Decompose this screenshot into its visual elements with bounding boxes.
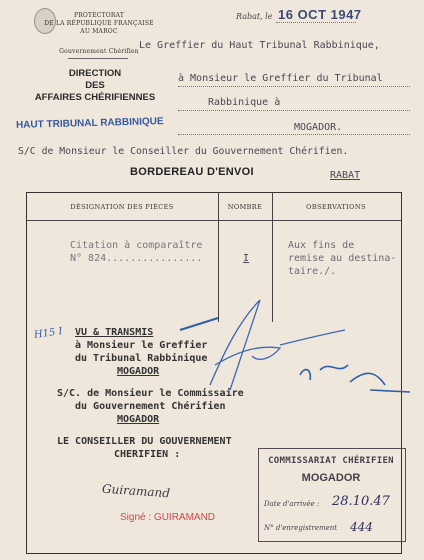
direction-line: DES [85,80,105,91]
header-divider [68,58,128,59]
handwritten-signature: Guiramand [101,481,171,501]
stamp-city: MOGADOR [301,472,361,484]
transmis-line: à Monsieur le Greffier [75,340,208,351]
col-header-designation: DÉSIGNATION DES PIÈCES [70,203,174,211]
designation-line-2: N° 824................ [70,253,203,264]
office-stamp: HAUT TRIBUNAL RABBINIQUE [15,116,164,131]
government-label: Gouvernement Chérifien [59,48,139,55]
direction-line: DIRECTION [68,68,122,79]
from-line: Le Greffier du Haut Tribunal Rabbinique, [139,40,380,51]
registration-value: 444 [350,520,373,534]
date-underline [276,22,356,23]
nombre-value: I [243,253,250,264]
protectorate-line: AU MAROC [80,28,118,35]
arrival-value: 28.10.47 [332,494,390,509]
bordereau-title: BORDEREAU D'ENVOI [130,166,254,178]
signed-label: Signé : GUIRAMAND [120,512,216,523]
transmis-line: du Tribunal Rabbinique [75,353,208,364]
registration-label: N° d'enregistrement [264,524,338,532]
margin-note: H15 I [33,326,64,341]
table-header-rule [26,220,402,221]
to-line-2: Rabbinique à [208,97,281,108]
transmis-line: LE CONSEILLER DU GOUVERNEMENT [57,436,232,447]
direction-line: AFFAIRES CHÉRIFIENNES [34,92,156,103]
recipient-city: MOGADOR. [294,122,343,133]
blue-signature-icon [170,290,420,410]
transmis-line: du Gouvernement Chérifien [75,401,226,412]
protectorate-header [40,12,158,36]
arrival-label: Date d'arrivée : [264,500,320,508]
place-label: Rabat, le [236,12,273,21]
observations-line: remise au destina- [288,253,397,264]
transmis-line: VU & TRANSMIS [75,327,154,338]
to-line-1-rule [178,86,410,87]
observations-line: Aux fins de [288,240,355,251]
to-line-2-rule [178,110,410,111]
transmis-line: S/C. de Monsieur le Commissaire [57,388,244,399]
designation-line-1: Citation à comparaître [70,240,203,251]
col-header-nombre: NOMBRE [227,203,263,211]
stamp-title: COMMISSARIAT CHÉRIFIEN [268,456,394,466]
city-rule [178,134,410,135]
to-line-1: à Monsieur le Greffier du Tribunal [178,73,383,84]
observations-line: taire./. [288,266,337,277]
transmis-line: MOGADOR [117,414,160,425]
transmis-line: MOGADOR [117,366,160,377]
protectorate-line: PROTECTORAT [73,12,125,19]
direction-block [20,68,170,104]
rabat-label: RABAT [330,170,361,181]
transmis-line: CHERIFIEN : [114,449,181,460]
col-header-observations: OBSERVATIONS [306,203,366,211]
date-stamp: 16 OCT 1947 [278,7,362,22]
protectorate-line: DE LA RÉPUBLIQUE FRANÇAISE [44,20,154,27]
via-line: S/C de Monsieur le Conseiller du Gouvernement Chérifien. [18,146,349,157]
